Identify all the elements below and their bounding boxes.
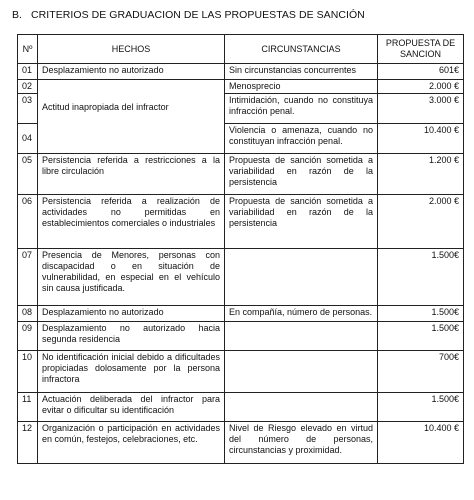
row-amount: 1.500€ — [378, 249, 464, 306]
row-circunstancia: Violencia o amenaza, cuando no constituyan infracción penal. — [225, 124, 378, 154]
table-row — [18, 351, 464, 393]
row-amount: 1.500€ — [378, 393, 464, 422]
row-circunstancia: Menosprecio — [225, 80, 378, 94]
row-hecho: Persistencia referida a restricciones a la libre circulación — [38, 154, 225, 195]
row-number: 01 — [18, 64, 38, 80]
row-amount: 1.200 € — [378, 154, 464, 195]
row-circunstancia: Intimidación, cuando no constituya infracción penal. — [225, 94, 378, 124]
table-row — [18, 80, 464, 94]
table-row — [18, 393, 464, 422]
row-amount: 2.000 € — [378, 80, 464, 94]
header-num: Nº — [18, 35, 38, 64]
row-amount: 601€ — [378, 64, 464, 80]
row-amount: 1.500€ — [378, 306, 464, 322]
row-number: 04 — [18, 124, 38, 154]
section-heading — [12, 9, 365, 21]
row-number: 05 — [18, 154, 38, 195]
row-number: 11 — [18, 393, 38, 422]
row-hecho: No identificación inicial debido a dificultades propiciadas dolosamente por la persona infractora — [38, 351, 225, 393]
row-circunstancia: Nivel de Riesgo elevado en virtud del número de personas, circunstancias y proximidad. — [225, 422, 378, 464]
row-hecho: Actitud inapropiada del infractor — [38, 80, 225, 154]
row-hecho: Organización o participación en actividades en común, festejos, celebraciones, etc. — [38, 422, 225, 464]
table-row — [18, 422, 464, 464]
table-row — [18, 195, 464, 249]
row-circunstancia — [225, 393, 378, 422]
row-hecho: Presencia de Menores, personas con discapacidad o en situación de vulnerabilidad, en especial en el vehículo sin causa justificada. — [38, 249, 225, 306]
header-circunstancias: CIRCUNSTANCIAS — [225, 35, 378, 64]
sanctions-table — [17, 34, 464, 464]
row-number: 03 — [18, 94, 38, 124]
row-circunstancia: En compañía, número de personas. — [225, 306, 378, 322]
row-circunstancia: Propuesta de sanción sometida a variabilidad en razón de la persistencia — [225, 195, 378, 249]
table-row — [18, 249, 464, 306]
row-number: 06 — [18, 195, 38, 249]
row-amount: 10.400 € — [378, 124, 464, 154]
row-amount: 700€ — [378, 351, 464, 393]
header-hechos: HECHOS — [38, 35, 225, 64]
row-circunstancia — [225, 249, 378, 306]
table-row — [18, 64, 464, 80]
table-row — [18, 322, 464, 351]
row-number: 12 — [18, 422, 38, 464]
header-row — [18, 35, 464, 64]
section-letter: B. — [12, 9, 23, 21]
row-number: 08 — [18, 306, 38, 322]
row-amount: 2.000 € — [378, 195, 464, 249]
row-hecho: Actuación deliberada del infractor para evitar o dificultar su identificación — [38, 393, 225, 422]
row-circunstancia: Propuesta de sanción sometida a variabilidad en razón de la persistencia — [225, 154, 378, 195]
row-hecho: Desplazamiento no autorizado hacia segunda residencia — [38, 322, 225, 351]
table-row — [18, 306, 464, 322]
table-row — [18, 154, 464, 195]
row-number: 02 — [18, 80, 38, 94]
row-circunstancia — [225, 322, 378, 351]
row-amount: 10.400 € — [378, 422, 464, 464]
row-hecho: Persistencia referida a realización de actividades no permitidas en establecimientos comerciales o industriales — [38, 195, 225, 249]
row-number: 09 — [18, 322, 38, 351]
row-amount: 1.500€ — [378, 322, 464, 351]
row-circunstancia — [225, 351, 378, 393]
row-number: 10 — [18, 351, 38, 393]
row-number: 07 — [18, 249, 38, 306]
row-hecho: Desplazamiento no autorizado — [38, 306, 225, 322]
section-title: CRITERIOS DE GRADUACION DE LAS PROPUESTAS DE SANCIÓN — [31, 9, 365, 21]
row-amount: 3.000 € — [378, 94, 464, 124]
row-hecho: Desplazamiento no autorizado — [38, 64, 225, 80]
row-circunstancia: Sin circunstancias concurrentes — [225, 64, 378, 80]
header-propuesta: PROPUESTA DE SANCION — [378, 35, 464, 64]
